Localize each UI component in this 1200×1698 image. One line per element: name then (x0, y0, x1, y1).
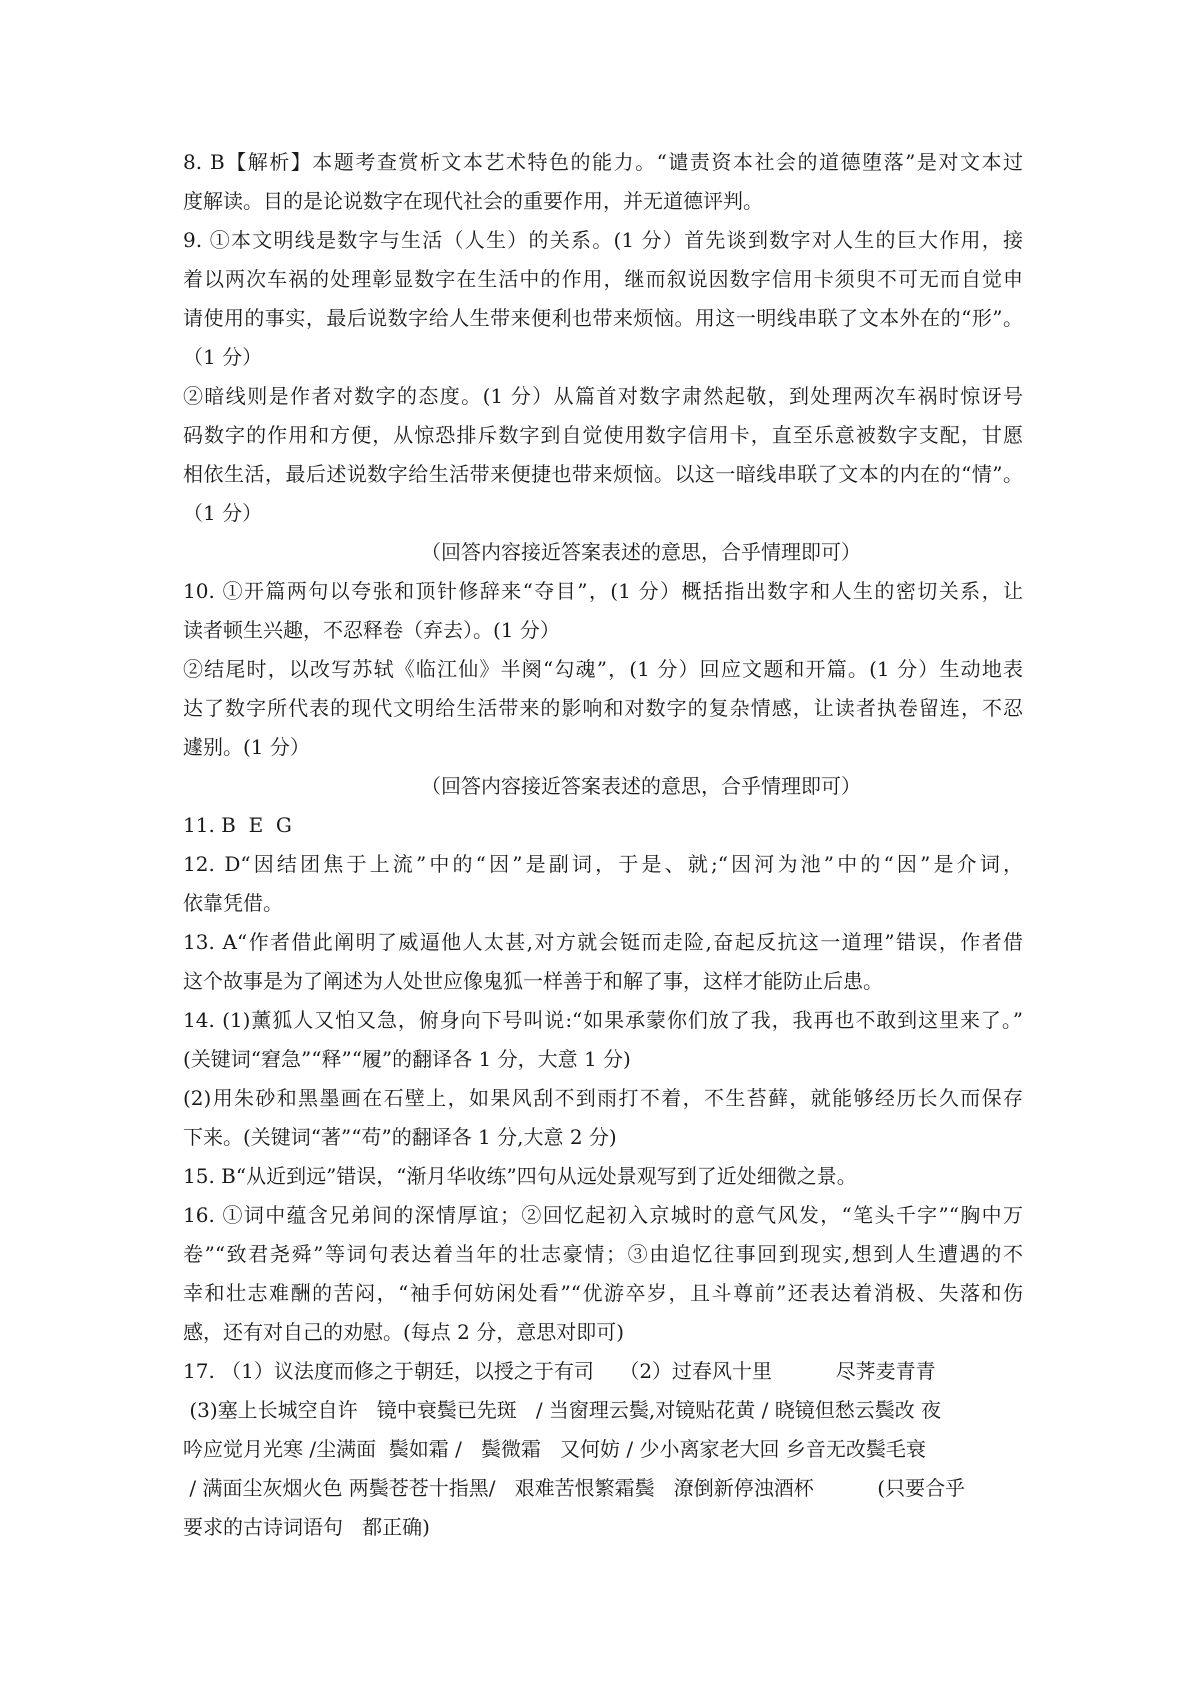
text-line: 依靠凭借。 (183, 891, 283, 915)
text-line: 14. (1)薰狐人又怕又急，俯身向下号叫说:“如果承蒙你们放了我，我再也不敢到这里来了。” (183, 1008, 1023, 1032)
answer-text-block (183, 143, 1023, 1547)
text-line: (2)用朱砂和黑墨画在石壁上，如果风刮不到雨打不着，不生苔藓，就能够经历长久而保存 (183, 1086, 1023, 1110)
text-line: 感，还有对自己的劝慰。(每点 2 分，意思对即可) (183, 1320, 625, 1344)
text-line: 15. B“从近到远”错误，“渐月华收练”四句从远处景观写到了近处细微之景。 (183, 1164, 857, 1188)
text-line: 码数字的作用和方便，从惊恐排斥数字到自觉使用数字信用卡，直至乐意被数字支配，甘愿 (183, 423, 1023, 447)
text-line: 10. ①开篇两句以夸张和顶针修辞来“夺目”，(1 分）概括指出数字和人生的密切关系，让 (183, 579, 1023, 603)
text-line: （1 分） (183, 345, 263, 369)
text-line: 12. D“因结团焦于上流”中的“因”是副词，于是、就;“因河为池”中的“因”是介词， (183, 852, 1023, 876)
text-line: 卷”“致君尧舜”等词句表达着当年的壮志豪情；③由追忆往事回到现实,想到人生遭遇的不 (183, 1242, 1023, 1266)
text-line: 幸和壮志难酬的苦闷，“袖手何妨闲处看”“优游卒岁，且斗尊前”还表达着消极、失落和伤 (183, 1281, 1023, 1305)
text-line: 17. （1）议法度而修之于朝廷，以授之于有司 （2）过春风十里 尽荠麦青青 (183, 1359, 936, 1383)
text-line: / 满面尘灰烟火色 两鬓苍苍十指黑/ 艰难苦恨繁霜鬓 潦倒新停浊酒杯 (只要合乎 (183, 1476, 966, 1500)
text-line: 16. ①词中蕴含兄弟间的深情厚谊；②回忆起初入京城时的意气风发，“笔头千字”“胸中万 (183, 1203, 1023, 1227)
text-line: 9. ①本文明线是数字与生活（人生）的关系。(1 分）首先谈到数字对人生的巨大作用，接 (183, 228, 1023, 252)
text-line: 这个故事是为了阐述为人处世应像鬼狐一样善于和解了事，这样才能防止后患。 (183, 969, 883, 993)
text-line: 要求的古诗词语句 都正确) (183, 1515, 430, 1539)
text-line: 读者顿生兴趣，不忍释卷（弃去）。(1 分） (183, 618, 560, 642)
text-line: 13. A“作者借此阐明了威逼他人太甚,对方就会铤而走险,奋起反抗这一道理”错误，作者借 (183, 930, 1023, 954)
text-line: ②结尾时，以改写苏轼《临江仙》半阕“勾魂”，(1 分）回应文题和开篇。(1 分）生动地表 (183, 657, 1023, 681)
text-line: 遽别。(1 分） (183, 735, 310, 759)
text-line: 8. B【解析】本题考查赏析文本艺术特色的能力。“谴责资本社会的道德堕落”是对文本过 (183, 150, 1023, 174)
text-line: 请使用的事实，最后说数字给人生带来便利也带来烦恼。用这一明线串联了文本外在的“形”。 (183, 306, 1023, 330)
text-line: 达了数字所代表的现代文明给生活带来的影响和对数字的复杂情感，让读者执卷留连，不忍 (183, 696, 1023, 720)
text-line: 着以两次车祸的处理彰显数字在生活中的作用，继而叙说因数字信用卡须臾不可无而自觉申 (183, 267, 1023, 291)
answer-note-line: （回答内容接近答案表述的意思，合乎情理即可） (421, 774, 861, 798)
answer-note-line: （回答内容接近答案表述的意思，合乎情理即可） (421, 540, 861, 564)
text-line: （1 分） (183, 501, 263, 525)
text-line: ②暗线则是作者对数字的态度。(1 分）从篇首对数字肃然起敬，到处理两次车祸时惊讶号 (183, 384, 1023, 408)
text-line: (关键词“窘急”“释”“履”的翻译各 1 分，大意 1 分) (183, 1047, 631, 1071)
text-line: 下来。(关键词“著”“苟”的翻译各 1 分,大意 2 分) (183, 1125, 617, 1149)
text-line: 吟应觉月光寒 /尘满面 鬓如霜 / 鬓微霜 又何妨 / 少小离家老大回 乡音无改鬓毛衰 (183, 1437, 926, 1461)
text-line: 11. B E G (183, 813, 292, 837)
text-line: (3)塞上长城空自许 镜中衰鬓已先斑 / 当窗理云鬓,对镜贴花黄 / 晓镜但愁云鬓改 夜 (183, 1398, 942, 1422)
text-line: 相依生活，最后述说数字给生活带来便捷也带来烦恼。以这一暗线串联了文本的内在的“情”。 (183, 462, 1023, 486)
text-line: 度解读。目的是论说数字在现代社会的重要作用，并无道德评判。 (183, 189, 763, 213)
